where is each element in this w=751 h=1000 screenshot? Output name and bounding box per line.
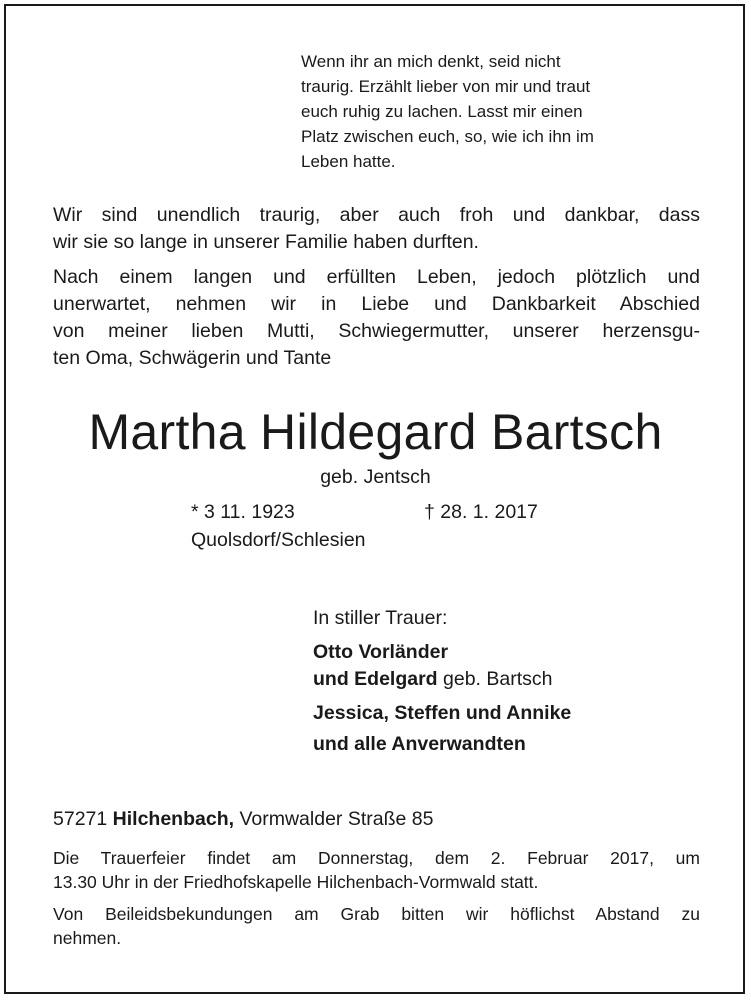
poem-line: Platz zwischen euch, so, wie ich ihn im — [301, 127, 594, 146]
funeral-info — [53, 846, 700, 894]
text-line: Nach einem langen und erfüllten Leben, jedoch plötzlich und — [53, 266, 700, 288]
mourner-name: und Edelgard — [313, 668, 438, 690]
intro-paragraph-2 — [53, 264, 700, 372]
deceased-name: Martha Hildegard Bartsch — [88, 404, 663, 460]
text-line: nehmen. — [53, 928, 122, 948]
birth-date: * 3 11. 1923 — [191, 501, 295, 523]
text-line: Die Trauerfeier findet am Donnerstag, dem 2. Februar 2017, um — [53, 848, 700, 868]
intro-paragraph-1 — [53, 202, 700, 256]
text-line: Von Beileidsbekundungen am Grab bitten wir höflichst Abstand zu — [53, 904, 700, 924]
mourner-name: Otto Vorländer — [313, 641, 449, 663]
poem-line: euch ruhig zu lachen. Lasst mir einen — [301, 102, 583, 121]
address-street: Vormwalder Straße 85 — [234, 808, 434, 830]
text-line: von meiner lieben Mutti, Schwiegermutter, unserer herzensgu- — [53, 320, 700, 342]
birthplace: Quolsdorf/Schlesien — [191, 529, 366, 551]
poem-line: Leben hatte. — [301, 152, 396, 171]
mourner-line — [313, 732, 526, 756]
mourning-heading: In stiller Trauer: — [313, 607, 448, 629]
text-line: ten Oma, Schwägerin und Tante — [53, 347, 332, 369]
text-line: wir sie so lange in unserer Familie haben durften. — [53, 231, 479, 253]
address-line — [53, 806, 433, 832]
mourner-line — [313, 667, 553, 691]
mourner-line — [313, 640, 448, 664]
text-line: unerwartet, nehmen wir in Liebe und Dankbarkeit Abschied — [53, 293, 700, 315]
poem-line: traurig. Erzählt lieber von mir und traut — [301, 77, 591, 96]
text-line: 13.30 Uhr in der Friedhofskapelle Hilchenbach-Vormwald statt. — [53, 872, 539, 892]
poem-line: Wenn ihr an mich denkt, seid nicht — [301, 52, 561, 71]
mourner-name: Jessica, Steffen und Annike — [313, 702, 572, 724]
birth-name: geb. Jentsch — [320, 466, 431, 488]
mourner-suffix: geb. Bartsch — [437, 668, 553, 690]
mourner-name: und alle Anverwandten — [313, 733, 526, 755]
text-line: Wir sind unendlich traurig, aber auch froh und dankbar, dass — [53, 204, 700, 226]
address-zip: 57271 — [53, 808, 113, 830]
address-city: Hilchenbach, — [112, 808, 235, 830]
death-date: † 28. 1. 2017 — [424, 501, 538, 523]
poem-block — [301, 49, 701, 174]
mourner-line — [313, 701, 571, 725]
condolence-note — [53, 902, 700, 950]
